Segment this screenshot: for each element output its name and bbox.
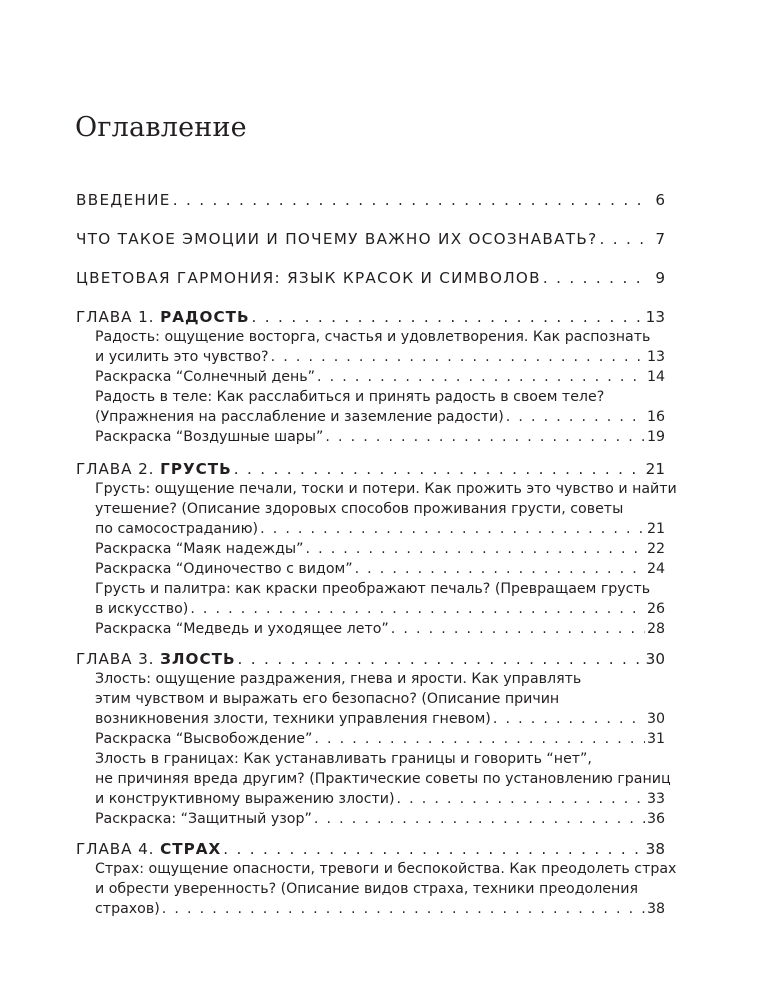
toc-section	[76, 228, 665, 250]
dot-leader	[162, 898, 645, 920]
toc-subentry	[95, 878, 665, 900]
dot-leader	[238, 648, 644, 670]
dot-leader	[493, 708, 645, 730]
page-number: 38	[646, 901, 665, 917]
toc-subentry	[95, 668, 665, 690]
page-number: 36	[646, 811, 665, 827]
toc-entry-text: не причиняя вреда другим? (Практические советы по установлению границ	[95, 771, 671, 787]
page-number: 16	[646, 409, 665, 425]
page-number: 13	[646, 349, 665, 365]
page-number: 24	[646, 561, 665, 577]
dot-leader	[325, 426, 645, 448]
toc-entry-text: Радость: ощущение восторга, счастья и удовлетворения. Как распознать	[95, 329, 651, 345]
toc-entry-text: Раскраска “Маяк надежды”	[95, 541, 304, 557]
toc-entry-text: и конструктивному выражению злости)	[95, 791, 395, 807]
toc-chapter	[76, 458, 665, 480]
dot-leader	[355, 558, 645, 580]
page-number: 14	[646, 369, 665, 385]
dot-leader	[190, 598, 645, 620]
toc-entry-text: этим чувством и выражать его безопасно? (Описание причин	[95, 691, 560, 707]
toc-subentry	[95, 788, 665, 810]
toc-entry-text: утешение? (Описание здоровых способов проживания грусти, советы	[95, 501, 624, 517]
chapter-title: СТРАХ	[160, 840, 222, 858]
dot-leader	[271, 346, 645, 368]
toc-entry-text: Грусть: ощущение печали, тоски и потери. Как прожить это чувство и найти	[95, 481, 677, 497]
toc-subentry	[95, 326, 665, 348]
dot-leader	[543, 267, 649, 289]
chapter-number: ГЛАВА 1.	[76, 308, 161, 326]
dot-leader	[314, 808, 645, 830]
page-number: 21	[645, 460, 665, 478]
toc-entry-text	[76, 306, 250, 328]
toc-subentry	[95, 618, 665, 640]
toc-subentry	[95, 558, 665, 580]
dot-leader	[599, 228, 649, 250]
page-number: 33	[646, 791, 665, 807]
dot-leader	[173, 189, 649, 211]
toc-subentry	[95, 598, 665, 620]
page-number: 28	[646, 621, 665, 637]
toc-entry-text	[76, 838, 221, 860]
toc-subentry	[95, 426, 665, 448]
toc-entry-text: Грусть и палитра: как краски преображают печаль? (Превращаем грусть	[95, 581, 651, 597]
toc-subentry	[95, 858, 677, 880]
toc-subentry	[95, 366, 665, 388]
toc-subentry	[95, 478, 677, 500]
dot-leader	[314, 728, 645, 750]
toc-entry-text: по самосостраданию)	[95, 521, 259, 537]
dot-leader	[391, 618, 645, 640]
toc-entry-text	[76, 458, 232, 480]
toc-subentry	[95, 708, 665, 730]
page-number: 21	[646, 521, 665, 537]
toc-subentry	[95, 538, 665, 560]
toc-subentry	[95, 498, 665, 520]
page-title: Оглавление	[75, 112, 247, 143]
toc-entry-text: Страх: ощущение опасности, тревоги и беспокойства. Как преодолеть страх	[95, 861, 677, 877]
toc-entry-text: Раскраска: “Защитный узор”	[95, 811, 312, 827]
toc-entry-text: Раскраска “Одиночество с видом”	[95, 561, 353, 577]
page-number: 26	[646, 601, 665, 617]
chapter-title: ЗЛОСТЬ	[160, 650, 236, 668]
chapter-title: ГРУСТЬ	[160, 460, 232, 478]
dot-leader	[252, 306, 644, 328]
toc-entry-text: (Упражнения на расслабление и заземление радости)	[95, 409, 504, 425]
dot-leader	[223, 838, 643, 860]
toc-entry-text: ЦВЕТОВАЯ ГАРМОНИЯ: ЯЗЫК КРАСОК И СИМВОЛОВ	[76, 269, 541, 287]
toc-entry-text: Раскраска “Высвобождение”	[95, 731, 313, 747]
toc-entry-text: Раскраска “Солнечный день”	[95, 369, 316, 385]
toc-entry-text: Злость в границах: Как устанавливать границы и говорить “нет”,	[95, 751, 592, 767]
toc-subentry	[95, 808, 665, 830]
toc-subentry	[95, 898, 665, 920]
toc-entry-text: и усилить это чувство?	[95, 349, 269, 365]
page-number: 6	[655, 191, 665, 209]
toc-subentry	[95, 728, 665, 750]
toc-chapter	[76, 648, 665, 670]
page-number: 38	[645, 840, 665, 858]
dot-leader	[317, 366, 645, 388]
page-number: 19	[646, 429, 665, 445]
toc-subentry	[95, 386, 665, 408]
chapter-number: ГЛАВА 4.	[76, 840, 161, 858]
toc-entry-text: и обрести уверенность? (Описание видов страха, техники преодоления	[95, 881, 639, 897]
toc-entry-text: страхов)	[95, 901, 160, 917]
chapter-number: ГЛАВА 3.	[76, 650, 161, 668]
toc-subentry	[95, 768, 671, 790]
toc-entry-text: в искусство)	[95, 601, 189, 617]
toc-entry-text: Злость: ощущение раздражения, гнева и ярости. Как управлять	[95, 671, 582, 687]
toc-chapter	[76, 306, 665, 328]
page-number: 13	[645, 308, 665, 326]
page-number: 30	[646, 711, 665, 727]
dot-leader	[506, 406, 645, 428]
toc-subentry	[95, 578, 665, 600]
toc-entry-text: ЧТО ТАКОЕ ЭМОЦИИ И ПОЧЕМУ ВАЖНО ИХ ОСОЗНАВАТЬ?	[76, 230, 598, 248]
toc-entry-text: Радость в теле: Как расслабиться и принять радость в своем теле?	[95, 389, 605, 405]
page-number: 30	[645, 650, 665, 668]
page-number: 7	[655, 230, 665, 248]
toc-section	[76, 189, 665, 211]
toc-entry-text: возникновения злости, техники управления гневом)	[95, 711, 491, 727]
dot-leader	[234, 458, 644, 480]
page-number: 22	[646, 541, 665, 557]
toc-entry-text: Раскраска “Медведь и уходящее лето”	[95, 621, 389, 637]
toc-subentry	[95, 518, 665, 540]
chapter-number: ГЛАВА 2.	[76, 460, 161, 478]
dot-leader	[305, 538, 644, 560]
dot-leader	[397, 788, 645, 810]
toc-entry-text	[76, 648, 236, 670]
toc-chapter	[76, 838, 665, 860]
chapter-title: РАДОСТЬ	[160, 308, 250, 326]
toc-entry-text: Раскраска “Воздушные шары”	[95, 429, 324, 445]
toc-subentry	[95, 748, 665, 770]
page-number: 31	[646, 731, 665, 747]
dot-leader	[260, 518, 645, 540]
toc-subentry	[95, 346, 665, 368]
toc-section	[76, 267, 665, 289]
toc-subentry	[95, 688, 665, 710]
toc-entry-text: ВВЕДЕНИЕ	[76, 191, 171, 209]
toc-subentry	[95, 406, 665, 428]
page-number: 9	[655, 269, 665, 287]
